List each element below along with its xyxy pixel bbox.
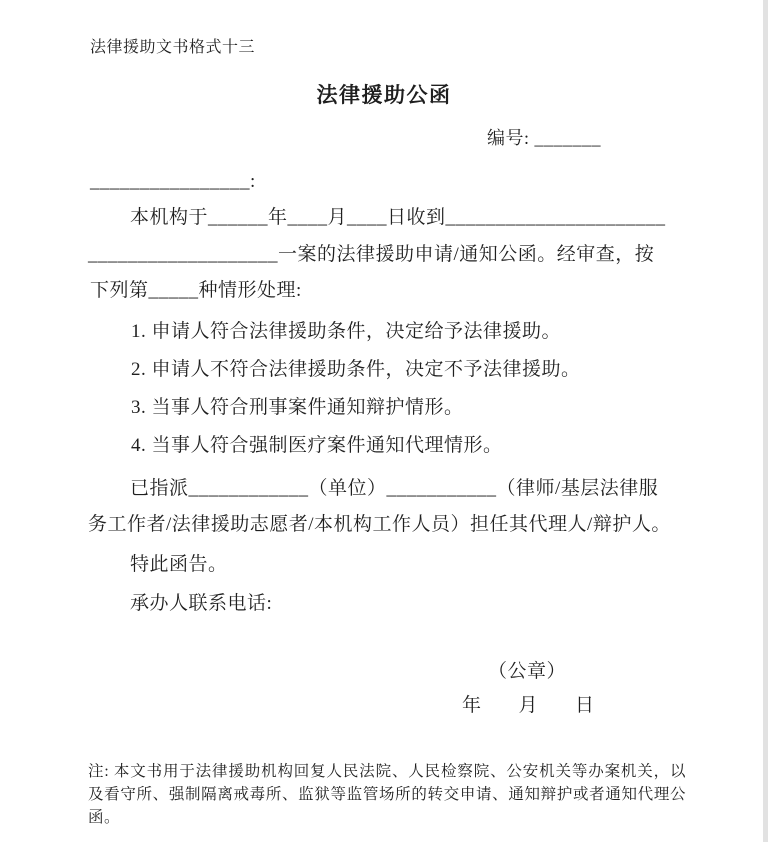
contact-phone-label: 承办人联系电话:	[130, 593, 273, 614]
date-year-label: 年	[462, 695, 482, 716]
body-paragraph-line-2: ___________________一案的法律援助申请/通知公函。经审查，按	[88, 244, 655, 265]
assignment-line-2: 务工作者/法律援助志愿者/本机构工作人员）担任其代理人/辩护人。	[88, 514, 671, 535]
signature-date-line	[462, 694, 594, 718]
official-seal-placeholder: （公章）	[488, 661, 567, 682]
option-item-3: 3. 当事人符合刑事案件通知辩护情形。	[131, 397, 464, 418]
body-paragraph-line-1: 本机构于______年____月____日收到______________________	[130, 207, 666, 228]
body-paragraph-line-3: 下列第_____种情形处理:	[90, 280, 302, 301]
assignment-line-1: 已指派____________（单位）___________（律师/基层法律服	[130, 478, 659, 499]
option-item-2: 2. 申请人不符合法律援助条件，决定不予法律援助。	[131, 359, 581, 380]
page-title: 法律援助公函	[316, 84, 452, 107]
date-day-label: 日	[574, 695, 594, 716]
closing-statement: 特此函告。	[130, 554, 228, 575]
usage-footnote: 注: 本文书用于法律援助机构回复人民法院、人民检察院、公安机关等办案机关，以及看守所、强制隔离戒毒所、监狱等监管场所的转交申请、通知辩护或者通知代理公函。	[88, 763, 686, 826]
addressee-blank-line: ________________:	[90, 171, 256, 192]
page-edge-strip	[763, 0, 768, 842]
document-format-label: 法律援助文书格式十三	[90, 39, 256, 56]
date-month-label: 月	[518, 695, 538, 716]
option-item-1: 1. 申请人符合法律援助条件，决定给予法律援助。	[131, 321, 562, 342]
document-number-field: 编号: _______	[487, 128, 602, 148]
option-item-4: 4. 当事人符合强制医疗案件通知代理情形。	[131, 435, 503, 456]
